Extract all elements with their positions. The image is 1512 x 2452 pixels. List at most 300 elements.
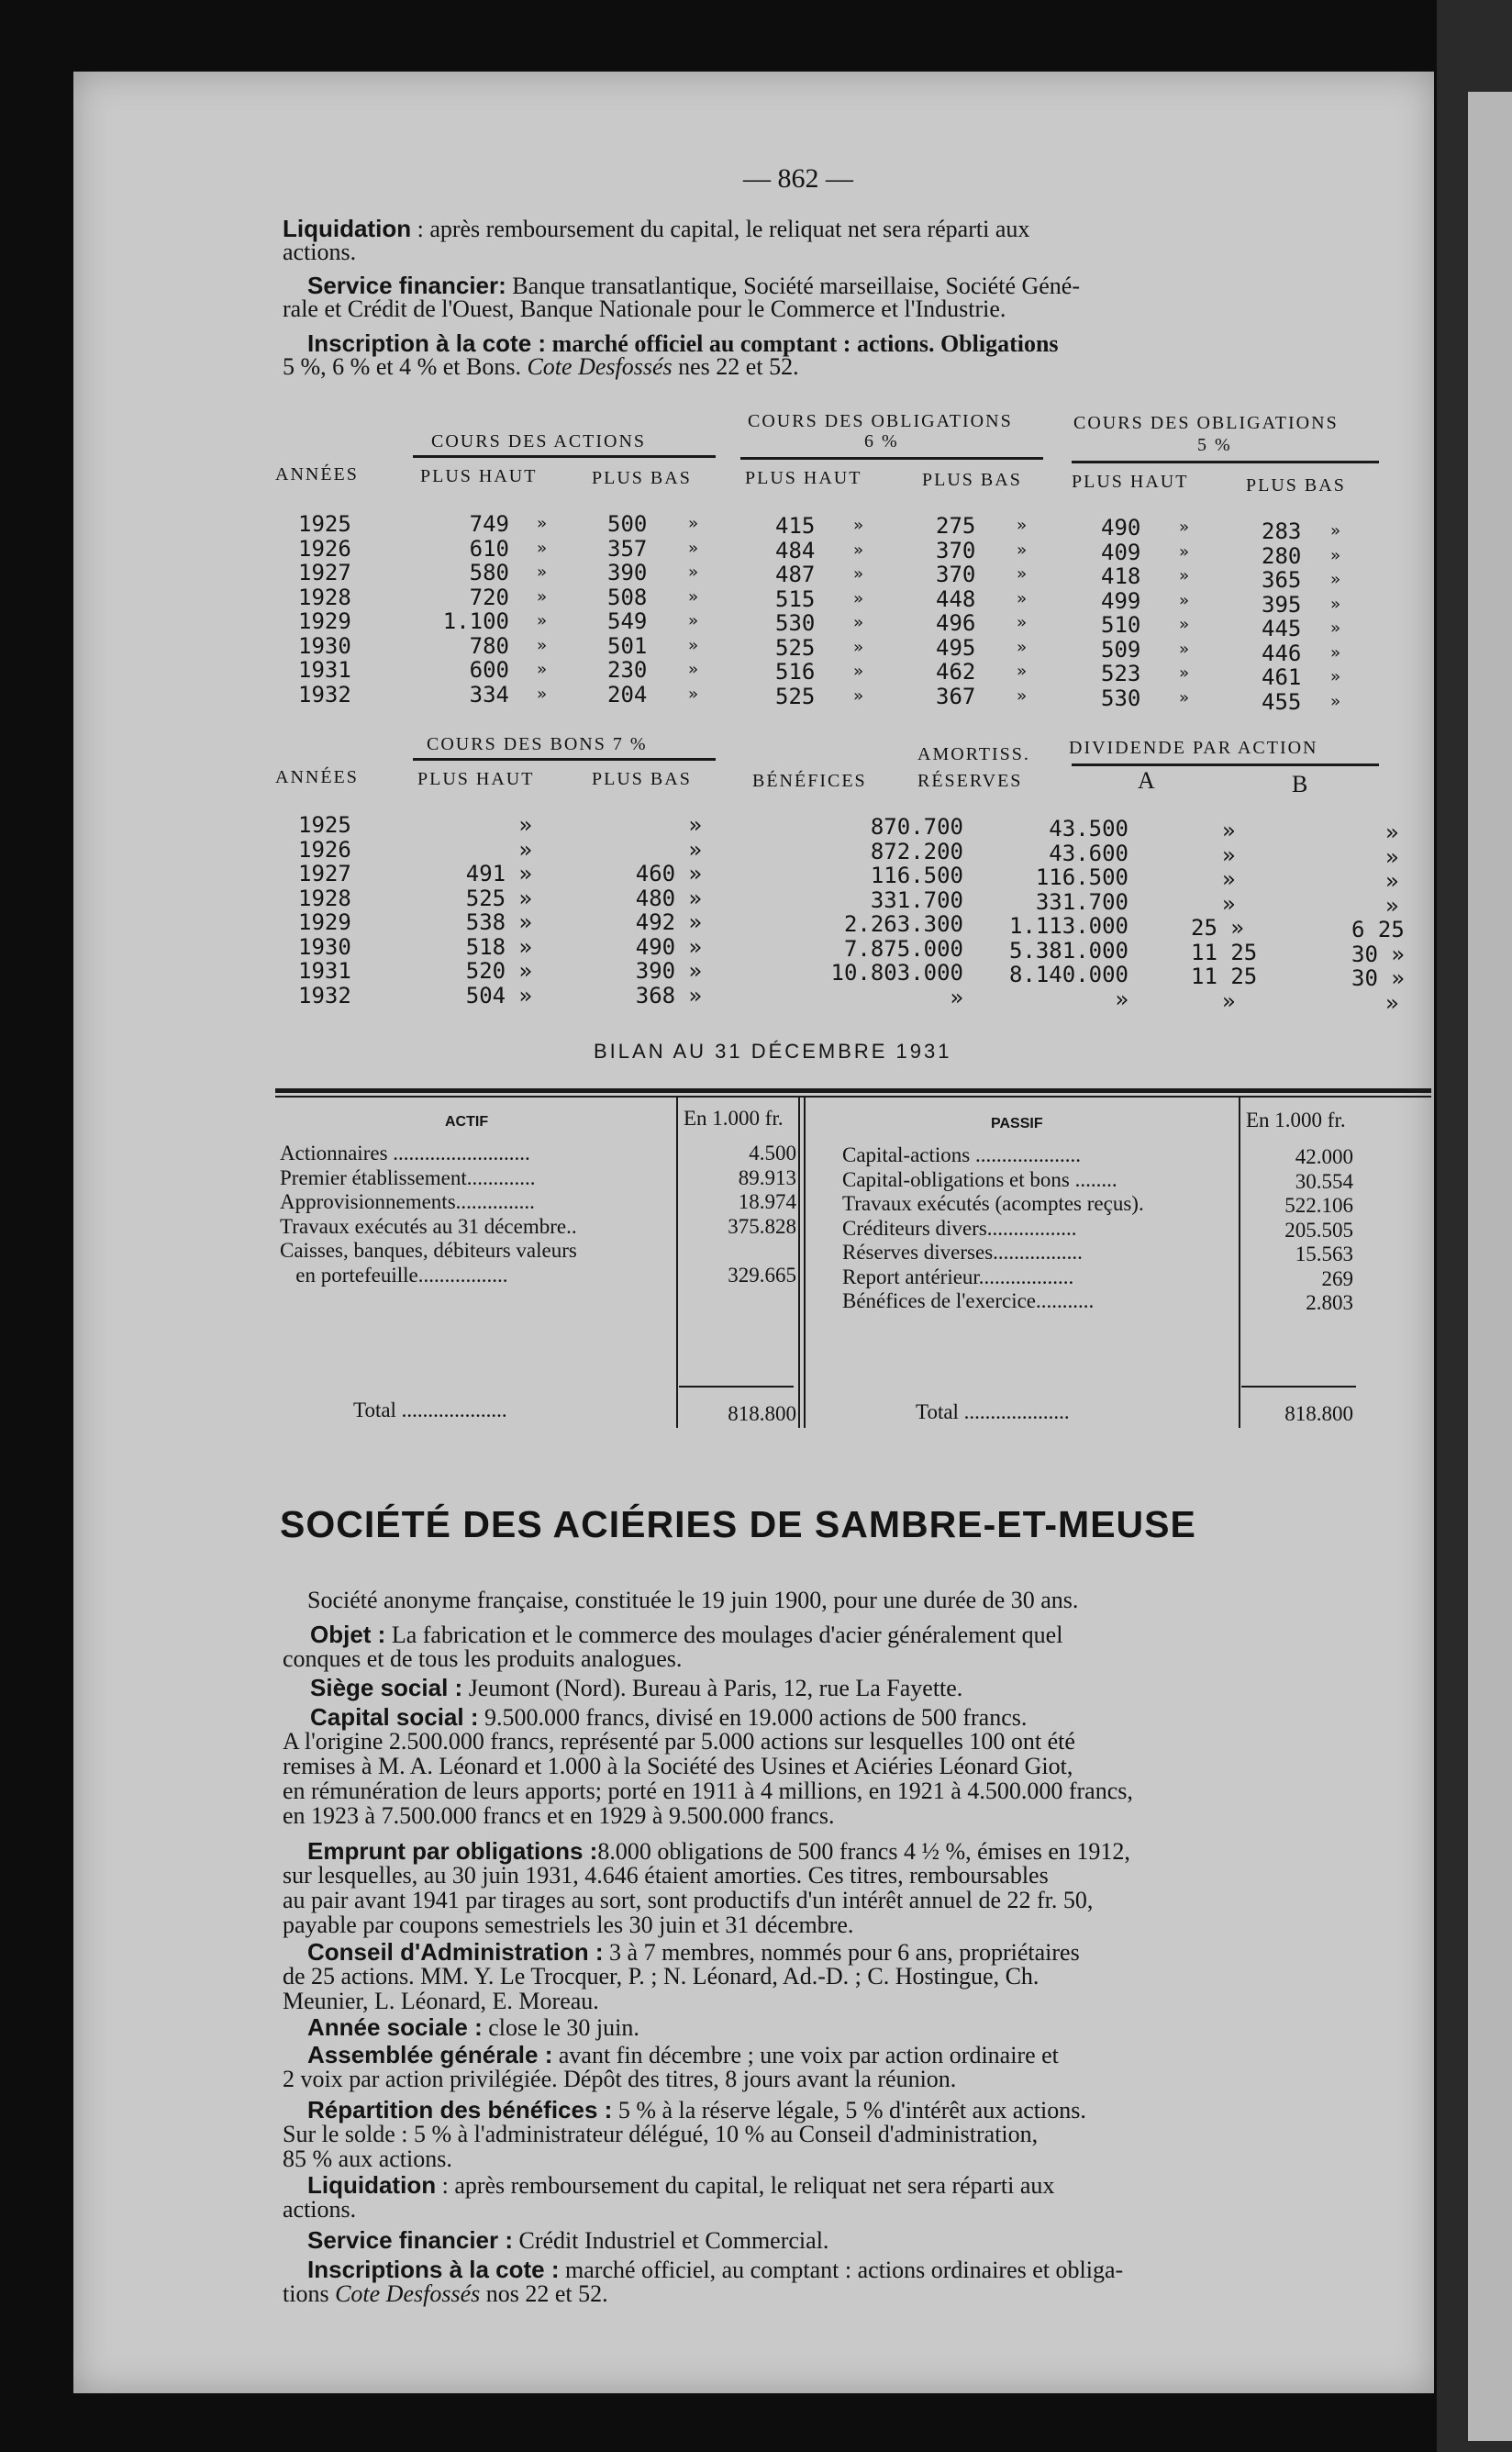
t2-year: 1926	[298, 836, 351, 863]
t1-oblig6-bas-column	[936, 514, 975, 708]
service-label: Service financier:	[307, 272, 506, 299]
t2-bons-haut-header: PLUS HAUT	[417, 769, 535, 789]
company-inscriptions	[307, 2257, 1123, 2282]
t2-cell: »	[1115, 986, 1128, 1012]
t1-oblig5-haut-marks	[1179, 516, 1189, 710]
inscriptions-cote: Cote Desfossés	[335, 2280, 481, 2307]
t1-years-column	[298, 512, 351, 707]
t1-cell: 280	[1262, 542, 1302, 569]
t1-oblig5-bas-column	[1262, 519, 1301, 714]
company-conseil	[307, 1940, 1080, 1965]
t2-cell: 7.875.000	[843, 935, 963, 962]
bilan-passif-total: 818.800	[1284, 1402, 1353, 1425]
t1-mark: »	[1330, 642, 1340, 663]
t2-cell: 10.803.000	[830, 960, 963, 986]
t1-mark: »	[853, 613, 863, 632]
bilan-passif-total-label: Total ....................	[916, 1400, 1070, 1423]
t1-cell: 501	[607, 632, 648, 659]
t1-year: 1931	[298, 657, 351, 683]
t1-cell: 749	[469, 511, 509, 537]
t1-oblig6-haut-column	[775, 514, 815, 708]
t1-group-oblig6-line1: COURS DES OBLIGATIONS	[748, 411, 1013, 431]
t1-annees-header: ANNÉES	[275, 464, 359, 485]
t2-cell: »	[1385, 819, 1399, 845]
t1-cell: 484	[775, 537, 816, 563]
t1-cell: 780	[469, 632, 509, 659]
t2-cell: 116.500	[870, 863, 963, 888]
t1-group-oblig6-line2: 6 %	[864, 431, 899, 451]
emprunt-line: au pair avant 1941 par tirages au sort, sont productifs d'un intérêt annuel de 22 fr. 50,	[283, 1887, 1094, 1913]
t1-cell: 500	[607, 511, 648, 537]
t1-mark: »	[688, 660, 698, 679]
top-liquidation-line2: actions.	[283, 239, 357, 265]
t1-mark: »	[537, 563, 547, 582]
actif-label: Approvisionnements...............	[280, 1190, 535, 1213]
t1-mark: »	[537, 611, 547, 630]
bilan-actif-labels	[280, 1142, 577, 1287]
t1-mark: »	[537, 635, 547, 655]
emprunt-line: payable par coupons semestriels les 30 juin et 31 décembre.	[283, 1911, 854, 1938]
bilan-passif-header: PASSIF	[991, 1116, 1043, 1131]
passif-value: 2.803	[1306, 1291, 1353, 1314]
t2-cell: »	[1222, 818, 1236, 843]
t1-actions-haut-marks	[537, 512, 547, 707]
t1-cell: 509	[1101, 636, 1141, 663]
t2-cell: »	[1222, 890, 1236, 917]
t1-oblig5-bas-marks	[1330, 519, 1340, 714]
t1-cell: 496	[936, 610, 976, 636]
objet-text: La fabrication et le commerce des moulages d'acier généralement quel	[385, 1622, 1063, 1648]
t1-cell: 334	[469, 681, 509, 708]
passif-value: 205.505	[1284, 1218, 1353, 1242]
t2-cell: »	[1385, 892, 1399, 919]
t1-mark: »	[1330, 619, 1340, 638]
t1-year: 1929	[298, 608, 351, 634]
t2-div-a-column	[1184, 819, 1275, 1013]
company-annee	[307, 2015, 639, 2040]
t2-bons-bas-column	[587, 813, 702, 1008]
t1-cell: 525	[775, 683, 816, 709]
actif-label: Caisses, banques, débiteurs valeurs	[280, 1239, 577, 1262]
t2-cell: 1.113.000	[1008, 913, 1128, 939]
t1-mark: »	[1017, 613, 1027, 632]
repartition-line: Sur le solde : 5 % à l'administrateur délégué, 10 % au Conseil d'administration,	[283, 2121, 1039, 2147]
company-capital	[310, 1705, 1027, 1730]
passif-label: Bénéfices de l'exercice...........	[842, 1289, 1095, 1312]
siege-label: Siège social :	[310, 1674, 463, 1701]
t1-cell: 549	[607, 608, 648, 634]
t2-year: 1929	[298, 909, 351, 935]
t2-cell: 8.140.000	[1008, 962, 1128, 987]
t1-group-actions: COURS DES ACTIONS	[431, 431, 647, 451]
actif-label: Premier établissement.............	[280, 1165, 536, 1189]
passif-value: 30.554	[1295, 1169, 1353, 1193]
t1-cell: 530	[1101, 685, 1141, 711]
t2-cell: 504 »	[465, 982, 532, 1009]
t1-cell: 446	[1262, 640, 1302, 666]
t2-cell: »	[1222, 866, 1236, 892]
objet-label: Objet :	[310, 1621, 386, 1648]
t1-cell: 508	[607, 584, 648, 610]
emprunt-line: sur lesquelles, au 30 juin 1931, 4.646 étaient amorties. Ces titres, remboursables	[283, 1862, 1049, 1889]
conseil-line: de 25 actions. MM. Y. Le Trocquer, P. ; N. Léonard, Ad.-D. ; C. Hostingue, Ch.	[283, 1963, 1040, 1989]
t2-bons-haut-column	[422, 813, 532, 1008]
company-objet	[310, 1622, 1062, 1647]
t2-cell: 491 »	[465, 861, 532, 886]
t2-cell: 490 »	[635, 933, 702, 960]
passif-label: Report antérieur..................	[842, 1265, 1074, 1288]
t2-cell: 30 »	[1351, 941, 1405, 967]
t2-cell: 538 »	[465, 909, 532, 935]
t2-div-b-column	[1344, 820, 1405, 1015]
t1-oblig6-haut-header: PLUS HAUT	[745, 468, 862, 488]
t1-cell: 455	[1262, 688, 1302, 715]
t2-cell: »	[1385, 989, 1399, 1016]
t1-year: 1930	[298, 632, 351, 659]
t2-benefices-header: BÉNÉFICES	[752, 771, 867, 791]
t2-cell: 480 »	[635, 885, 702, 911]
t2-cell: 331.700	[1035, 888, 1128, 915]
bilan-passif-unit-header: En 1.000 fr.	[1246, 1109, 1346, 1131]
t2-group-bons: COURS DES BONS 7 %	[427, 734, 648, 754]
annee-label: Année sociale :	[307, 2013, 483, 2041]
t1-cell: 495	[936, 634, 976, 661]
conseil-line: Meunier, L. Léonard, E. Moreau.	[283, 1988, 599, 2014]
t2-cell: 43.600	[1049, 840, 1128, 866]
t1-cell: 490	[1101, 515, 1141, 541]
t1-mark: »	[1179, 518, 1189, 537]
t2-cell: »	[518, 812, 532, 838]
t2-cell: 492 »	[635, 909, 702, 935]
actif-label: Travaux exécutés au 31 décembre..	[280, 1214, 577, 1238]
t1-cell: 445	[1262, 616, 1302, 641]
capital-line: A l'origine 2.500.000 francs, représenté par 5.000 actions sur lesquelles 100 ont été	[283, 1728, 1075, 1755]
t2-cell: 30 »	[1351, 965, 1405, 991]
t1-mark: »	[1179, 541, 1189, 562]
actif-value: 89.913	[738, 1165, 796, 1189]
inscriptions-line2a: tions	[283, 2280, 336, 2307]
assemblee-text: avant fin décembre ; une voix par action ordinaire et	[552, 2042, 1059, 2068]
t2-bons-bas-header: PLUS BAS	[592, 769, 692, 789]
t2-cell: 25 »	[1191, 915, 1244, 941]
document-page	[73, 72, 1434, 2393]
company-conseil-lines	[283, 1964, 1039, 2013]
t2-years-column	[298, 813, 351, 1008]
t1-cell: 516	[775, 659, 816, 685]
passif-label: Créditeurs divers.................	[842, 1216, 1077, 1240]
t2-year: 1927	[298, 861, 351, 886]
conseil-text: 3 à 7 membres, nommés pour 6 ans, propriétaires	[603, 1939, 1080, 1966]
t2-year: 1932	[298, 982, 351, 1009]
t2-dividende-header: DIVIDENDE PAR ACTION	[1069, 738, 1318, 758]
liquidation-text: : après remboursement du capital, le reliquat net sera réparti aux	[411, 216, 1030, 242]
capital-line: en 1923 à 7.500.000 francs et en 1929 à 9.500.000 francs.	[283, 1802, 835, 1829]
company-title: SOCIÉTÉ DES ACIÉRIES DE SAMBRE-ET-MEUSE	[280, 1503, 1196, 1545]
company-capital-lines	[283, 1729, 1133, 1828]
bilan-actif-total: 818.800	[728, 1402, 796, 1425]
t1-actions-haut-column	[431, 512, 509, 707]
capital-line: remises à M. A. Léonard et 1.000 à la Société des Usines et Aciéries Léonard Giot,	[283, 1753, 1073, 1779]
t2-cell: 870.700	[870, 814, 963, 840]
company-assemblee-line2: 2 voix par action privilégiée. Dépôt des titres, 8 jours avant la réunion.	[283, 2066, 957, 2092]
bilan-title: BILAN AU 31 DÉCEMBRE 1931	[594, 1040, 952, 1063]
t2-amortiss-column	[963, 817, 1128, 1011]
t2-div-a-header: A	[1138, 767, 1155, 794]
t1-cell: 600	[469, 657, 509, 683]
t1-mark: »	[1017, 637, 1027, 657]
t2-div-b-header: B	[1292, 771, 1308, 797]
t2-cell: 390 »	[635, 958, 702, 984]
t1-cell: 365	[1262, 567, 1302, 593]
t1-mark: »	[1017, 588, 1027, 608]
t1-cell: 499	[1101, 587, 1141, 614]
t2-year: 1928	[298, 885, 351, 911]
t1-mark: »	[688, 684, 698, 704]
t2-amortiss-header2: RÉSERVES	[917, 771, 1023, 791]
t1-mark: »	[537, 514, 547, 533]
service-text: Banque transatlantique, Société marseillaise, Société Géné-	[506, 273, 1080, 299]
t1-cell: 370	[936, 562, 976, 587]
t1-mark: »	[1330, 521, 1340, 541]
t1-cell: 370	[936, 537, 976, 563]
t1-cell: 515	[775, 585, 816, 612]
t1-year: 1932	[298, 681, 351, 708]
conseil-label: Conseil d'Administration :	[307, 1938, 604, 1966]
t1-mark: »	[1330, 570, 1340, 589]
passif-value: 269	[1321, 1266, 1353, 1290]
t2-cell: »	[1222, 987, 1236, 1014]
t1-cell: 462	[936, 659, 976, 685]
t1-oblig6-bas-header: PLUS BAS	[922, 470, 1022, 490]
t1-cell: 418	[1101, 563, 1141, 589]
t1-mark: »	[537, 660, 547, 679]
inscriptions-text: marché officiel, au comptant : actions ordinaires et obliga-	[559, 2257, 1124, 2283]
t2-cell: 2.263.300	[843, 911, 963, 937]
t1-group-oblig5-line1: COURS DES OBLIGATIONS	[1073, 413, 1339, 433]
inscription-cote: Cote Desfossés	[527, 353, 673, 380]
t2-cell: 11 25	[1191, 939, 1258, 965]
t1-mark: »	[853, 540, 863, 560]
t1-oblig6-bas-marks	[1017, 514, 1027, 708]
t2-cell: 368 »	[635, 982, 702, 1009]
t1-mark: »	[853, 588, 863, 608]
t1-mark: »	[1017, 662, 1027, 681]
t2-cell: 520 »	[465, 958, 532, 984]
inscriptions-line2b: nos 22 et 52.	[480, 2280, 608, 2307]
t1-mark: »	[1179, 663, 1189, 683]
company-liquidation-line2: actions.	[283, 2196, 357, 2223]
t1-cell: 510	[1101, 612, 1141, 638]
passif-label: Capital-obligations et bons ........	[842, 1167, 1117, 1191]
t1-mark: »	[688, 538, 698, 558]
actif-value: 329.665	[728, 1263, 796, 1287]
t2-cell: 518 »	[465, 933, 532, 960]
t1-mark: »	[688, 563, 698, 582]
repartition-label: Répartition des bénéfices :	[307, 2096, 613, 2123]
inscription-text: marché officiel au comptant : actions. Obligations	[546, 330, 1059, 357]
t1-mark: »	[1017, 685, 1027, 706]
t2-cell: »	[688, 812, 702, 838]
t1-mark: »	[853, 516, 863, 535]
company-liquidation-label: Liquidation	[307, 2171, 437, 2199]
company-emprunt	[307, 1839, 1130, 1864]
inscription-text2a: 5 %, 6 % et 4 % et Bons.	[283, 353, 528, 380]
t2-amortiss-header1: AMORTISS.	[917, 744, 1030, 764]
t1-year: 1927	[298, 560, 351, 585]
t1-mark: »	[1179, 566, 1189, 585]
t1-cell: 530	[775, 610, 816, 636]
company-service-label: Service financier :	[307, 2226, 513, 2254]
annee-text: close le 30 juin.	[482, 2014, 639, 2041]
t1-mark: »	[537, 586, 547, 607]
actif-label: en portefeuille.................	[280, 1263, 508, 1287]
t1-cell: 1.100	[442, 608, 509, 634]
company-repartition	[307, 2098, 1086, 2123]
t2-cell: »	[1385, 843, 1399, 870]
t1-mark: »	[1017, 516, 1027, 535]
assemblee-label: Assemblée générale :	[307, 2041, 553, 2068]
actif-value: 4.500	[749, 1142, 796, 1165]
top-service	[307, 273, 1080, 298]
capital-text: 9.500.000 francs, divisé en 19.000 actions de 500 francs.	[478, 1704, 1028, 1731]
company-service	[307, 2228, 828, 2253]
t2-cell: »	[1385, 868, 1399, 894]
t1-mark: »	[1179, 639, 1189, 659]
bilan-actif-total-label: Total ....................	[353, 1399, 507, 1421]
repartition-line: 85 % aux actions.	[283, 2146, 452, 2172]
bilan-passif-values	[1243, 1145, 1353, 1316]
t2-cell: 5.381.000	[1008, 937, 1128, 964]
company-service-text: Crédit Industriel et Commercial.	[513, 2227, 829, 2254]
company-assemblee	[307, 2043, 1059, 2067]
passif-label: Travaux exécutés (acomptes reçus).	[842, 1192, 1144, 1215]
t2-cell: 6 25	[1351, 917, 1405, 942]
repartition-text: 5 % à la réserve légale, 5 % d'intérêt aux actions.	[612, 2097, 1086, 2123]
t1-cell: 357	[607, 535, 648, 562]
t1-group-oblig5-line2: 5 %	[1197, 435, 1232, 455]
t1-year: 1926	[298, 535, 351, 562]
t1-mark: »	[853, 662, 863, 681]
t2-annees-header: ANNÉES	[275, 767, 359, 787]
t2-cell: »	[950, 984, 963, 1010]
company-repartition-lines	[283, 2122, 1038, 2171]
capital-line: en rémunération de leurs apports; porté en 1911 à 4 millions, en 1921 à 4.500.000 francs,	[283, 1778, 1133, 1804]
t1-mark: »	[688, 514, 698, 533]
t1-cell: 525	[775, 634, 816, 661]
t2-year: 1925	[298, 812, 351, 838]
t1-mark: »	[537, 684, 547, 704]
actif-value	[679, 1239, 796, 1264]
top-inscription-line2	[283, 354, 799, 379]
t1-cell: 204	[607, 681, 648, 708]
actif-label: Actionnaires ..........................	[280, 1142, 530, 1165]
t2-cell: 460 »	[635, 861, 702, 886]
passif-label: Capital-actions ....................	[842, 1143, 1081, 1166]
bilan-actif-unit-header: En 1.000 fr.	[684, 1107, 784, 1130]
emprunt-label: Emprunt par obligations :	[307, 1837, 598, 1865]
t1-mark: »	[853, 637, 863, 657]
bilan-actif-header: ACTIF	[445, 1114, 489, 1130]
company-liquidation	[307, 2173, 1054, 2198]
t1-mark: »	[853, 564, 863, 584]
t1-cell: 390	[607, 560, 648, 585]
bilan-passif-labels	[842, 1143, 1144, 1314]
t1-cell: 230	[607, 657, 648, 683]
t1-cell: 283	[1262, 518, 1302, 544]
t1-cell: 415	[775, 513, 816, 539]
t1-actions-bas-header: PLUS BAS	[592, 468, 692, 488]
t1-mark: »	[1017, 540, 1027, 560]
emprunt-text: 8.000 obligations de 500 francs 4 ½ %, émises en 1912,	[597, 1838, 1130, 1865]
passif-value: 42.000	[1295, 1145, 1353, 1168]
t1-actions-bas-marks	[688, 512, 698, 707]
t1-mark: »	[537, 538, 547, 558]
t1-cell: 461	[1262, 664, 1302, 690]
next-page-edge	[1468, 92, 1512, 2441]
top-liquidation	[283, 217, 1029, 241]
company-siege	[310, 1676, 962, 1700]
t1-cell: 367	[936, 683, 976, 709]
t1-oblig5-haut-header: PLUS HAUT	[1072, 472, 1189, 492]
t1-mark: »	[1179, 590, 1189, 610]
company-liquidation-text: : après remboursement du capital, le reliquat net sera réparti aux	[436, 2172, 1055, 2199]
t2-cell: 331.700	[870, 886, 963, 913]
passif-label: Réserves diverses.................	[842, 1241, 1083, 1264]
page-number: — 862 —	[743, 163, 853, 194]
capital-label: Capital social :	[310, 1703, 479, 1731]
company-intro: Société anonyme française, constituée le 19 juin 1900, pour une durée de 30 ans.	[307, 1587, 1079, 1613]
t2-cell: 525 »	[465, 885, 532, 911]
t1-mark: »	[853, 685, 863, 706]
t1-mark: »	[688, 635, 698, 655]
t1-mark: »	[1330, 691, 1340, 711]
t2-cell: 43.500	[1049, 816, 1128, 841]
company-inscriptions-line2	[283, 2281, 608, 2306]
t1-cell: 395	[1262, 591, 1302, 618]
top-inscription	[307, 331, 1059, 356]
t1-cell: 448	[936, 585, 976, 612]
inscription-text2b: nes 22 et 52.	[672, 353, 799, 380]
t1-cell: 610	[469, 535, 509, 562]
bilan-actif-values	[679, 1142, 796, 1287]
top-service-line2: rale et Crédit de l'Ouest, Banque Nationale pour le Commerce et l'Industrie.	[283, 295, 1006, 322]
passif-value: 15.563	[1295, 1243, 1353, 1265]
t2-benefices-column	[798, 815, 963, 1009]
company-emprunt-lines	[283, 1863, 1093, 1937]
passif-value: 522.106	[1284, 1194, 1353, 1217]
t1-mark: »	[1330, 667, 1340, 686]
t1-cell: 523	[1101, 661, 1141, 686]
t1-oblig6-haut-marks	[853, 514, 863, 708]
t2-cell: 116.500	[1035, 864, 1128, 890]
t1-mark: »	[1179, 615, 1189, 634]
t1-cell: 487	[775, 562, 816, 587]
siege-text: Jeumont (Nord). Bureau à Paris, 12, rue La Fayette.	[462, 1675, 963, 1701]
t1-mark: »	[1330, 594, 1340, 614]
t1-mark: »	[1330, 545, 1340, 565]
t2-year: 1931	[298, 958, 351, 984]
t1-cell: 720	[469, 584, 509, 610]
t1-mark: »	[688, 586, 698, 607]
liquidation-label: Liquidation	[283, 215, 412, 242]
actif-value: 18.974	[738, 1190, 796, 1213]
t2-cell: »	[518, 836, 532, 863]
t1-year: 1925	[298, 511, 351, 537]
t2-cell: »	[1222, 841, 1236, 868]
t1-cell: 580	[469, 560, 509, 585]
t2-cell: 872.200	[870, 838, 963, 864]
t1-cell: 409	[1101, 539, 1141, 565]
